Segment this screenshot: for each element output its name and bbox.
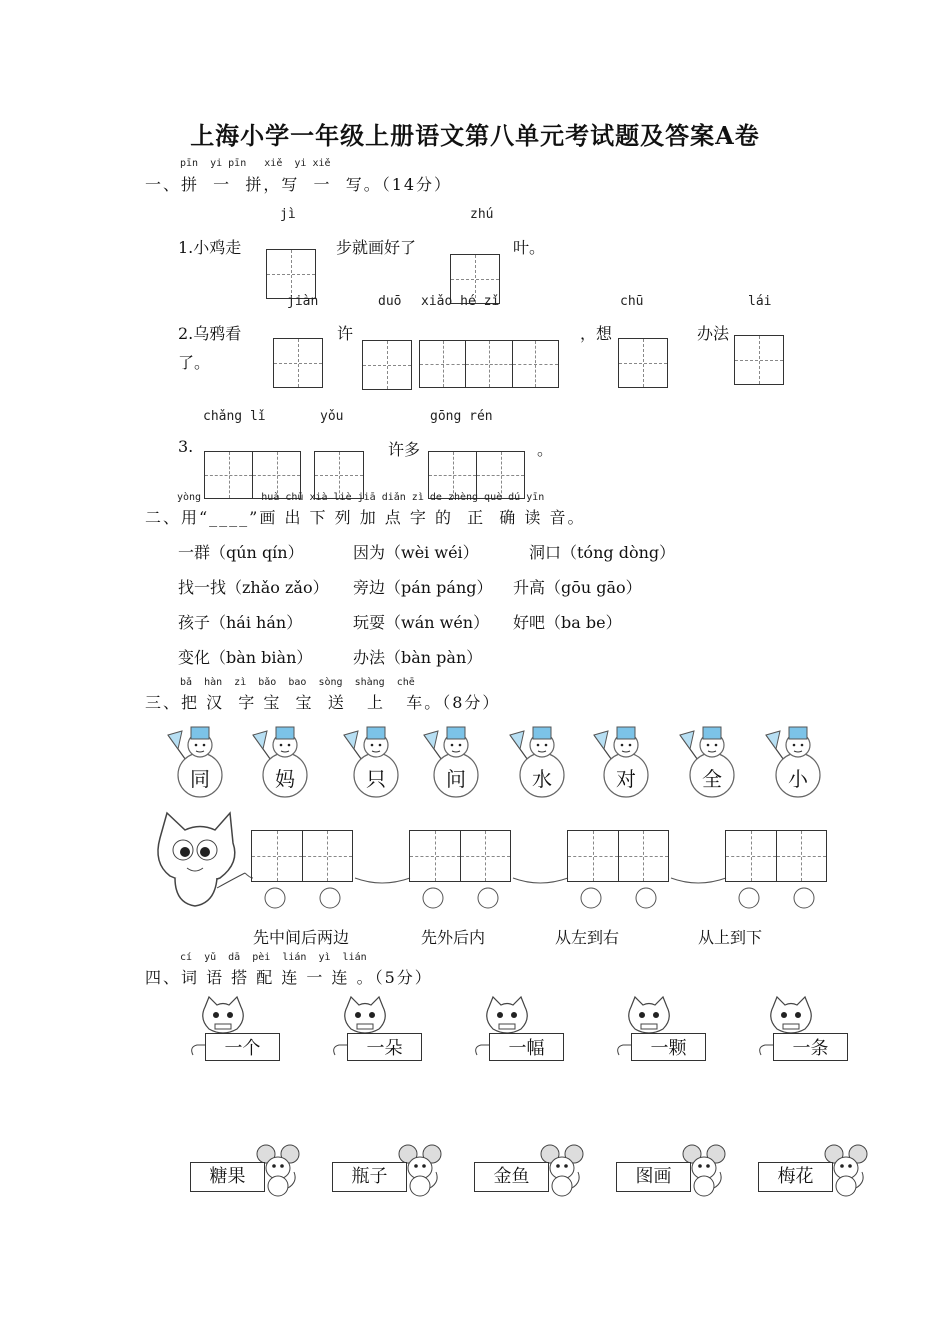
s1-heading: 一、拼 一 拼，写 一 写。（14分）: [145, 175, 453, 194]
q2-pinyin-2: duō: [378, 294, 402, 309]
cat-icon: [158, 813, 245, 906]
q2-text-d: 办法: [697, 324, 730, 343]
snow-char[interactable]: 小: [788, 767, 808, 791]
q2-pinyin-5: lái: [748, 294, 772, 309]
q2-text-c: ，想: [580, 324, 613, 343]
snow-char[interactable]: 同: [190, 767, 210, 791]
rule-label: 先外后内: [421, 928, 486, 947]
s2-item[interactable]: 一群（qún qín）: [178, 543, 304, 562]
q1-text-b: 步就画好了: [336, 238, 417, 257]
page-title: 上海小学一年级上册语文第八单元考试题及答案A卷: [190, 121, 760, 150]
s3-heading: 三、把 汉 字 宝 宝 送 上 车。（8分）: [145, 693, 501, 712]
train-car-3[interactable]: [567, 830, 669, 882]
noun-box[interactable]: 金鱼: [474, 1162, 549, 1192]
q1-pinyin-1: jì: [280, 207, 296, 222]
s2-item[interactable]: 找一找（zhǎo zǎo）: [178, 578, 329, 597]
q2-text-e: 了。: [178, 353, 211, 372]
q3-pinyin-1: chǎng lǐ: [203, 409, 266, 424]
q2-text-a: 2.乌鸦看: [178, 324, 242, 343]
s2-heading: 二、用“____”画 出 下 列 加 点 字 的 正 确 读 音。: [145, 508, 586, 527]
q1-text-c: 叶。: [513, 238, 546, 257]
q2-pinyin-3: xiǎo hé zǐ: [421, 294, 500, 309]
measure-word-box[interactable]: 一颗: [631, 1033, 706, 1061]
q2-box-2[interactable]: [362, 340, 412, 390]
noun-box[interactable]: 梅花: [758, 1162, 833, 1192]
s2-item[interactable]: 升高（gōu gāo）: [513, 578, 642, 597]
s4-pinyin: cí yǔ dā pèi lián yì lián: [180, 952, 367, 963]
rule-label: 先中间后两边: [253, 928, 350, 947]
q3-pinyin-3: gōng rén: [430, 409, 493, 424]
snow-char[interactable]: 问: [446, 767, 466, 791]
measure-word-box[interactable]: 一条: [773, 1033, 848, 1061]
q3-pinyin-2: yǒu: [320, 409, 344, 424]
s1-pinyin: pīn yi pīn xiě yi xiě: [180, 158, 331, 169]
q2-box-3[interactable]: [618, 338, 668, 388]
s2-pinyin: yòng huà chū xià liè jiā diǎn zì de zhèng què dú yīn: [177, 492, 545, 503]
q3-text-a: 3.: [178, 437, 194, 456]
train-car-1[interactable]: [251, 830, 353, 882]
s2-item[interactable]: 好吧（ba be）: [513, 613, 622, 632]
q2-box-group[interactable]: [419, 340, 559, 388]
measure-word-box[interactable]: 一朵: [347, 1033, 422, 1061]
s3-pinyin: bǎ hàn zì bǎo bao sòng shàng chē: [180, 677, 415, 688]
measure-word-box[interactable]: 一幅: [489, 1033, 564, 1061]
q2-pinyin-1: jiàn: [287, 294, 319, 309]
s2-item[interactable]: 办法（bàn pàn）: [353, 648, 483, 667]
s2-item[interactable]: 旁边（pán páng）: [353, 578, 493, 597]
snow-char[interactable]: 妈: [275, 767, 295, 791]
snow-char[interactable]: 水: [532, 767, 552, 791]
train-car-2[interactable]: [409, 830, 511, 882]
noun-box[interactable]: 图画: [616, 1162, 691, 1192]
q3-text-b: 许多: [388, 440, 421, 459]
s2-item[interactable]: 因为（wèi wéi）: [353, 543, 479, 562]
snow-char[interactable]: 全: [702, 767, 722, 791]
s2-item[interactable]: 变化（bàn biàn）: [178, 648, 313, 667]
q2-box-4[interactable]: [734, 335, 784, 385]
train-car-4[interactable]: [725, 830, 827, 882]
q2-text-b: 许: [337, 324, 354, 343]
q1-pinyin-2: zhú: [470, 207, 494, 222]
rule-label: 从上到下: [698, 928, 763, 947]
q3-text-c: 。: [537, 440, 554, 459]
noun-box[interactable]: 糖果: [190, 1162, 265, 1192]
snow-char[interactable]: 只: [366, 767, 386, 791]
measure-word-box[interactable]: 一个: [205, 1033, 280, 1061]
s4-heading: 四、词 语 搭 配 连 一 连 。（5分）: [145, 968, 433, 987]
q1-box-1[interactable]: [266, 249, 316, 299]
snow-char[interactable]: 对: [616, 767, 636, 791]
q2-box-1[interactable]: [273, 338, 323, 388]
rule-label: 从左到右: [555, 928, 620, 947]
q1-text-a: 1.小鸡走: [178, 238, 242, 257]
q2-pinyin-4: chū: [620, 294, 644, 309]
noun-box[interactable]: 瓶子: [332, 1162, 407, 1192]
s2-item[interactable]: 孩子（hái hán）: [178, 613, 303, 632]
s2-item[interactable]: 洞口（tóng dòng）: [529, 543, 676, 562]
s2-item[interactable]: 玩耍（wán wén）: [353, 613, 490, 632]
